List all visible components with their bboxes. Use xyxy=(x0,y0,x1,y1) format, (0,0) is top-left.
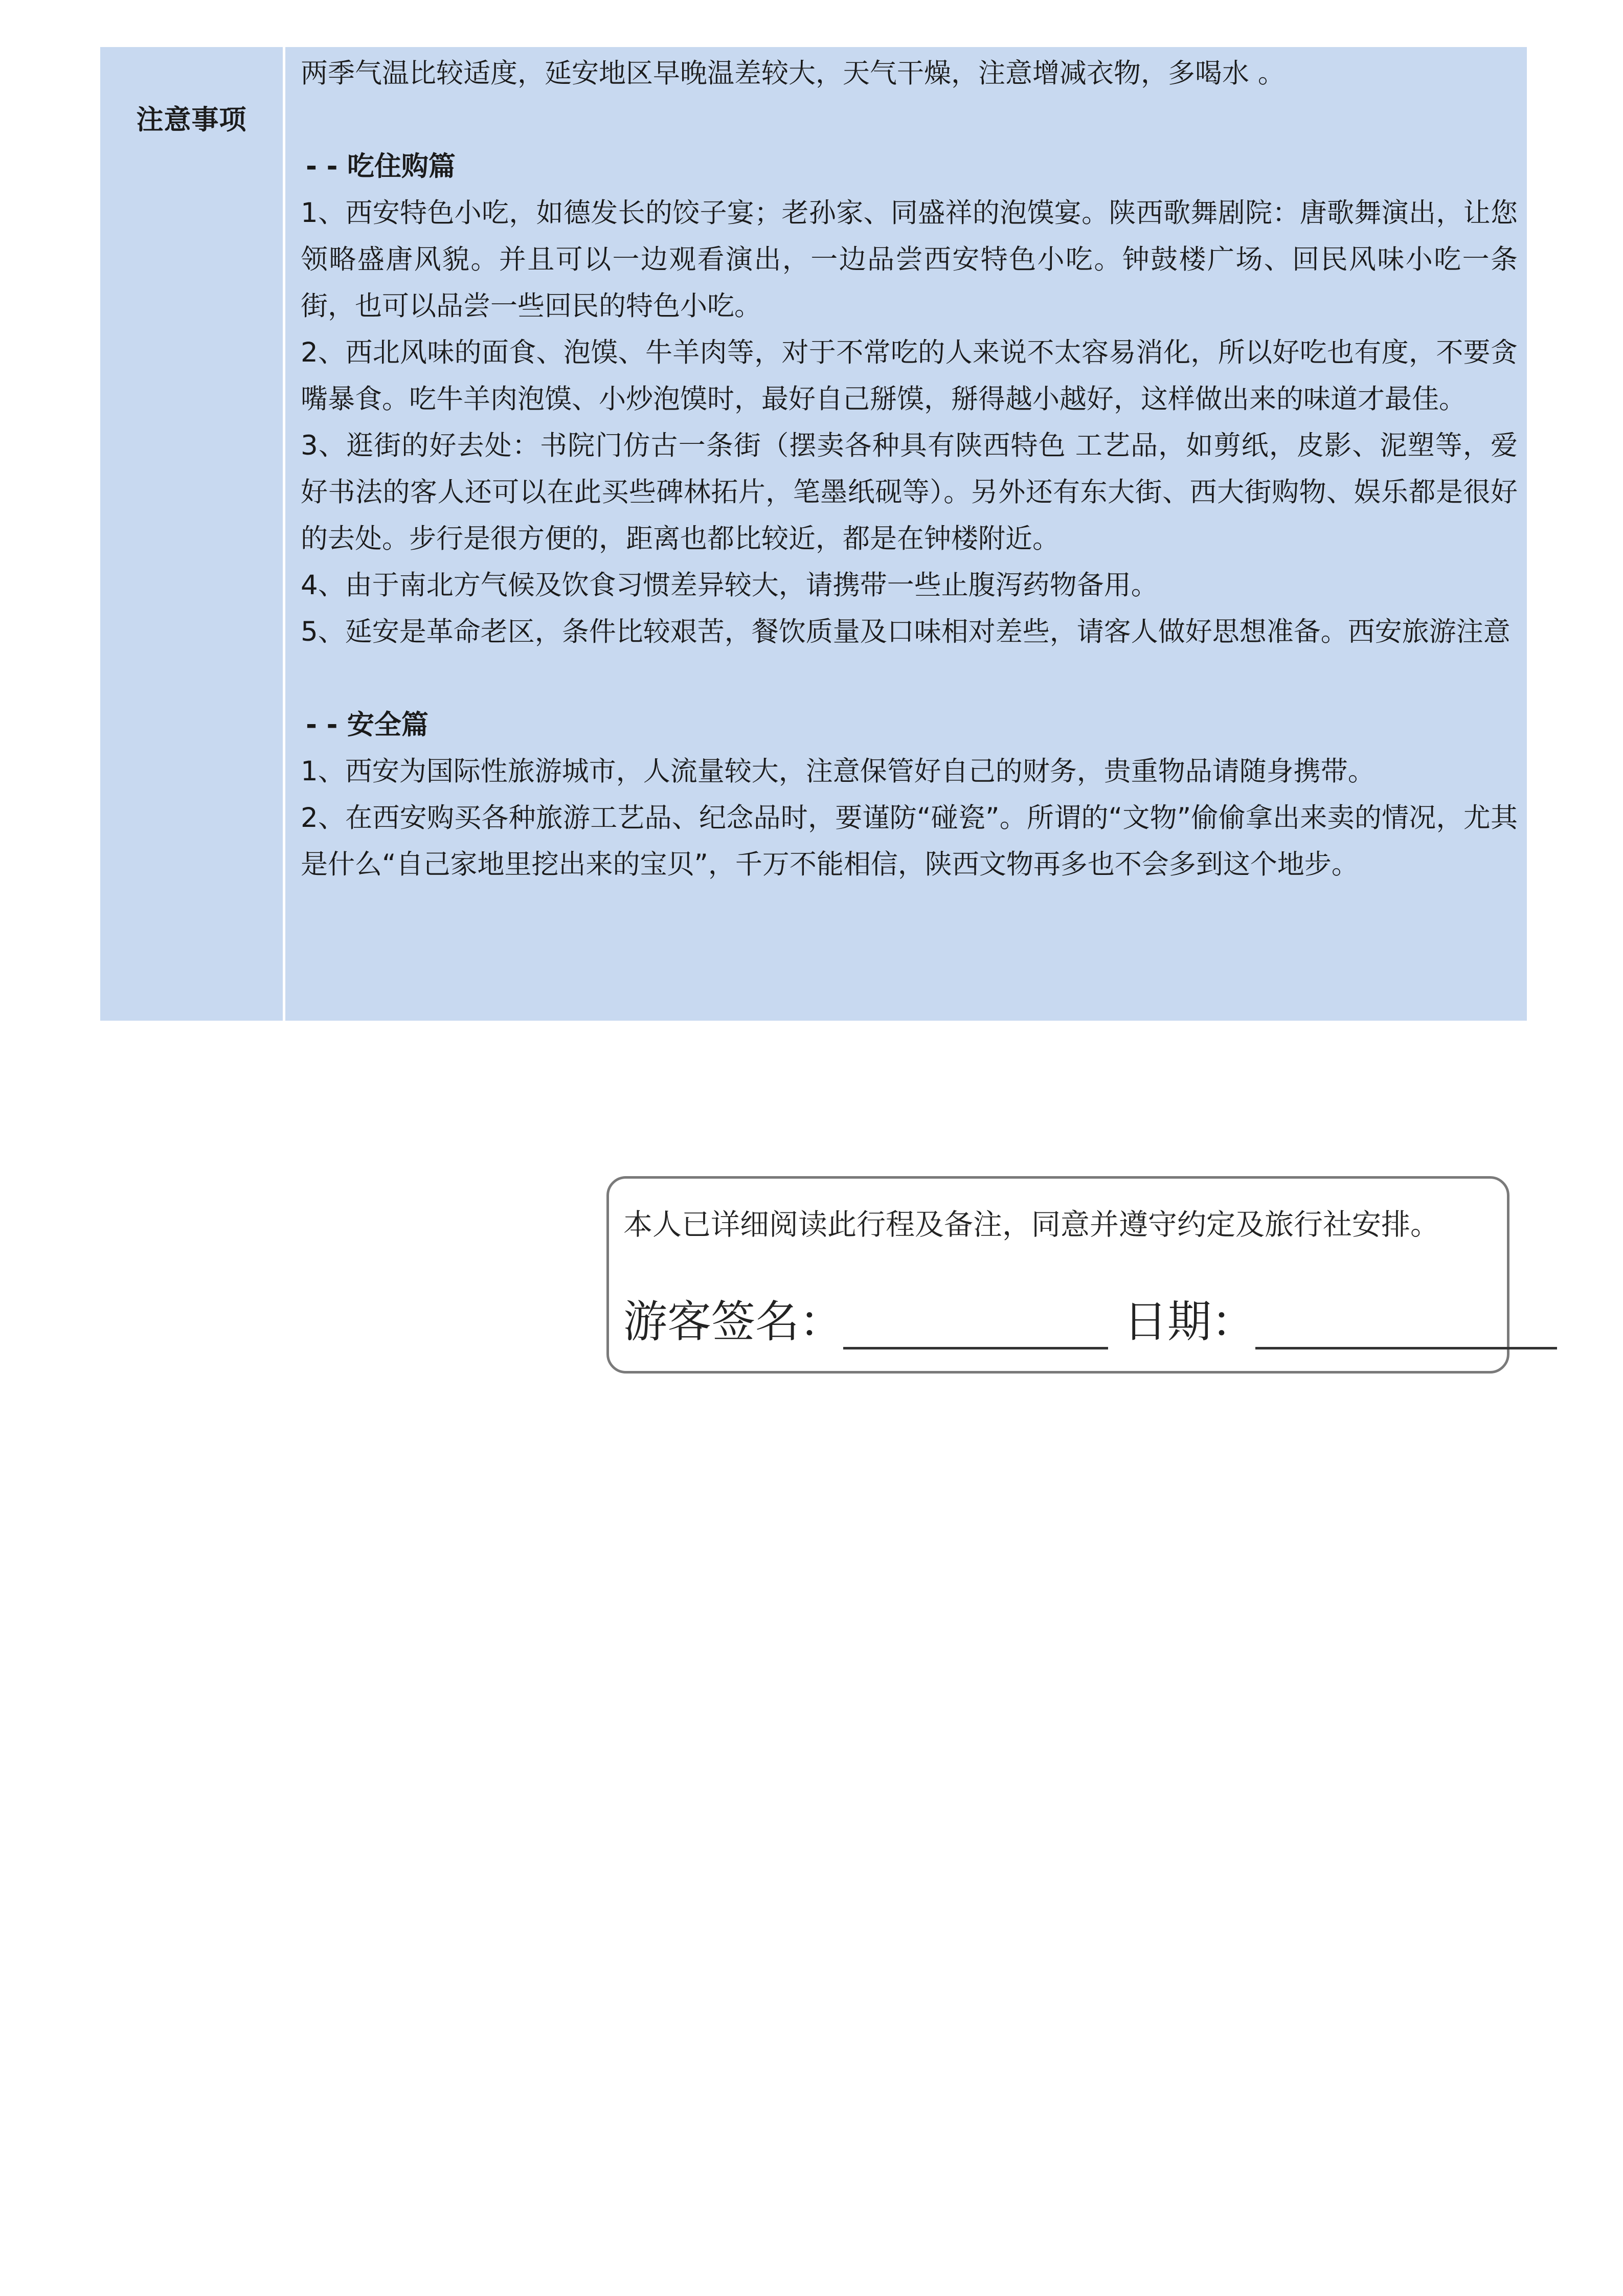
date-signature-line[interactable] xyxy=(1255,1303,1557,1349)
food-item-5: 5、延安是革命老区，条件比较艰苦，餐饮质量及口味相对差些，请客人做好思想准备。西安旅游注意 xyxy=(301,616,1511,647)
date-label: 日期： xyxy=(1123,1296,1255,1347)
notes-content-cell xyxy=(285,47,1527,1021)
signature-box xyxy=(606,1176,1509,1374)
notes-table xyxy=(100,47,1527,1021)
signature-statement: 本人已详细阅读此行程及备注，同意并遵守约定及旅行社安排。 xyxy=(623,1208,1439,1242)
food-section-heading: - - 吃住购篇 xyxy=(306,151,456,182)
food-item-2: 2、西北风味的面食、泡馍、牛羊肉等，对于不常吃的人来说不太容易消化，所以好吃也有度，不要贪嘴暴食。吃牛羊肉泡馍、小炒泡馍时，最好自己掰馍，掰得越小越好，这样做出来的味道才最佳。 xyxy=(301,337,1518,415)
notes-label-cell xyxy=(100,47,285,1021)
name-signature-line[interactable] xyxy=(843,1303,1108,1349)
safety-section-heading: - - 安全篇 xyxy=(306,709,429,740)
notes-intro: 两季气温比较适度，延安地区早晚温差较大，天气干燥，注意增减衣物，多喝水 。 xyxy=(301,58,1285,89)
safety-item-1: 1、西安为国际性旅游城市，人流量较大，注意保管好自己的财务，贵重物品请随身携带。 xyxy=(301,756,1375,787)
food-item-1: 1、西安特色小吃，如德发长的饺子宴；老孙家、同盛祥的泡馍宴。陕西歌舞剧院：唐歌舞演出，让您领略盛唐风貌。并且可以一边观看演出，一边品尝西安特色小吃。钟鼓楼广场、回民风味小吃一条街，也可以品尝一些回民的特色小吃。 xyxy=(301,197,1518,322)
spacer xyxy=(301,655,1518,702)
safety-item-2: 2、在西安购买各种旅游工艺品、纪念品时，要谨防“碰瓷”。所谓的“文物”偷偷拿出来卖的情况，尤其是什么“自己家地里挖出来的宝贝”，千万不能相信，陕西文物再多也不会多到这个地步。 xyxy=(301,802,1518,880)
food-item-4: 4、由于南北方气候及饮食习惯差异较大，请携带一些止腹泻药物备用。 xyxy=(301,570,1158,601)
food-item-3: 3、逛街的好去处：书院门仿古一条街（摆卖各种具有陕西特色 工艺品，如剪纸，皮影、泥塑等，爱好书法的客人还可以在此买些碑林拓片，笔墨纸砚等）。另外还有东大街、西大街购物、娱乐都是很好的去处。步行是很方便的，距离也都比较近，都是在钟楼附近。 xyxy=(301,430,1518,554)
notes-label: 注意事项 xyxy=(136,104,247,136)
name-label: 游客签名： xyxy=(623,1296,843,1347)
signature-row xyxy=(623,1286,1557,1349)
spacer xyxy=(301,97,1518,143)
